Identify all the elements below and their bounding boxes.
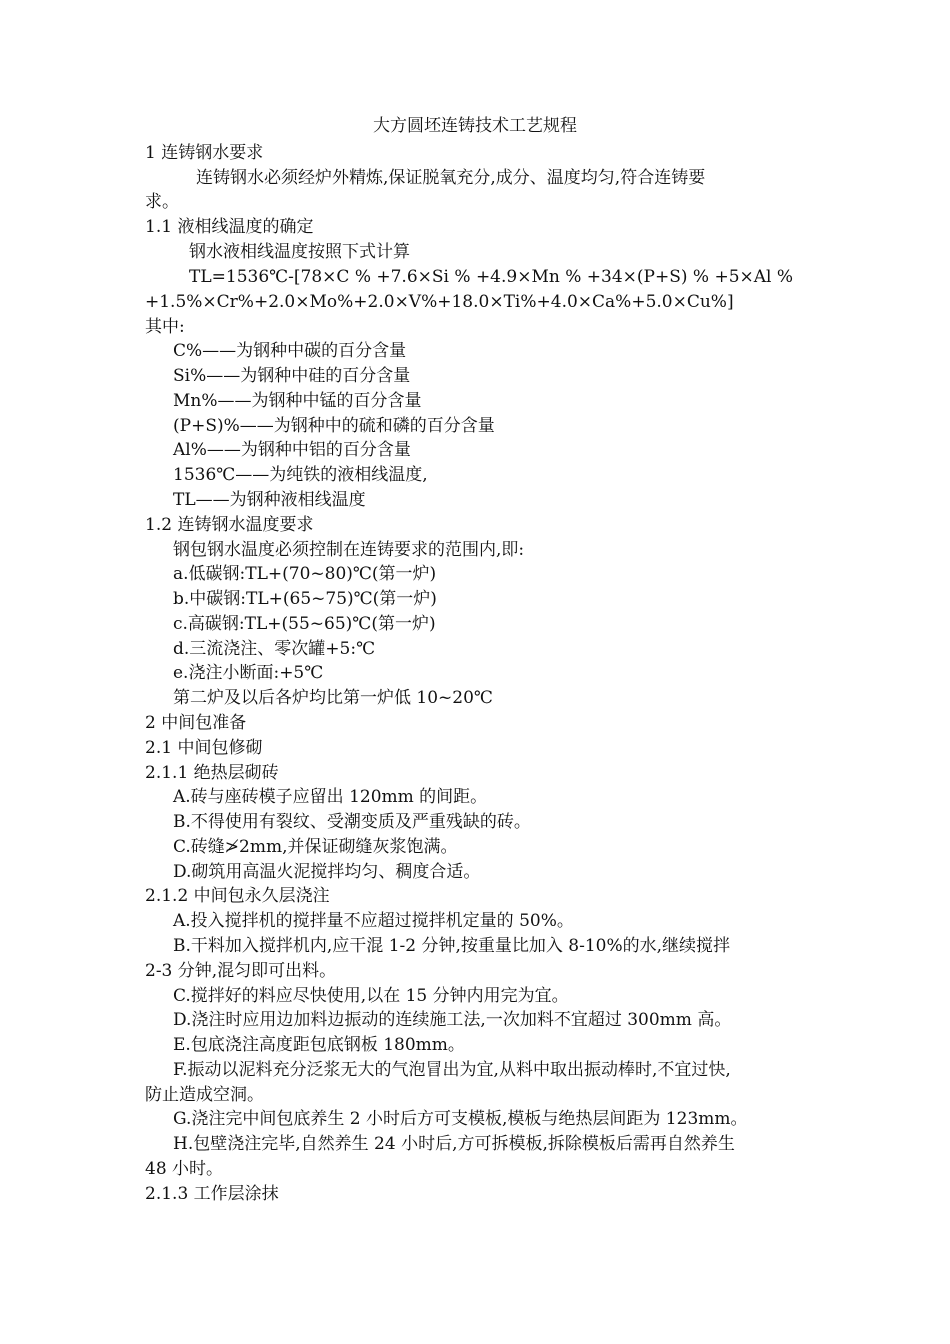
list-item: A.砖与座砖模子应留出 120mm 的间距。 bbox=[173, 787, 488, 807]
section-heading-2-1: 2.1 中间包修砌 bbox=[145, 738, 263, 758]
list-item: B.不得使用有裂纹、受潮变质及严重残缺的砖。 bbox=[173, 812, 531, 832]
list-item: F.振动以泥料充分泛浆无大的气泡冒出为宜,从料中取出振动棒时,不宜过快, bbox=[173, 1060, 731, 1080]
formula-line: TL=1536℃-[78×C % +7.6×Si % +4.9×Mn % +34×(P+S) % +5×Al % bbox=[189, 267, 794, 287]
section-heading-1: 1 连铸钢水要求 bbox=[145, 143, 264, 163]
formula-line: +1.5%×Cr%+2.0×Mo%+2.0×V%+18.0×Ti%+4.0×Ca%+5.0×Cu%] bbox=[145, 292, 734, 312]
document-title: 大方圆坯连铸技术工艺规程 bbox=[373, 116, 577, 136]
list-item: H.包壁浇注完毕,自然养生 24 小时后,方可拆模板,拆除模板后需再自然养生 bbox=[173, 1134, 735, 1154]
paragraph-line: 其中: bbox=[145, 317, 185, 337]
definition-line: Mn%——为钢种中锰的百分含量 bbox=[173, 391, 422, 411]
paragraph-line: 求。 bbox=[145, 192, 179, 212]
definition-line: Si%——为钢种中硅的百分含量 bbox=[173, 366, 411, 386]
section-heading-1-2: 1.2 连铸钢水温度要求 bbox=[145, 515, 314, 535]
section-heading-2-1-3: 2.1.3 工作层涂抹 bbox=[145, 1184, 279, 1204]
list-item: D.浇注时应用边加料边振动的连续施工法,一次加料不宜超过 300mm 高。 bbox=[173, 1010, 732, 1030]
definition-line: TL——为钢种液相线温度 bbox=[173, 490, 366, 510]
list-item: D.砌筑用高温火泥搅拌均匀、稠度合适。 bbox=[173, 862, 481, 882]
list-item: E.包底浇注高度距包底钢板 180mm。 bbox=[173, 1035, 465, 1055]
paragraph-line: 连铸钢水必须经炉外精炼,保证脱氧充分,成分、温度均匀,符合连铸要 bbox=[196, 168, 706, 188]
list-item: G.浇注完中间包底养生 2 小时后方可支模板,模板与绝热层间距为 123mm。 bbox=[173, 1109, 748, 1129]
paragraph-line: 钢包钢水温度必须控制在连铸要求的范围内,即: bbox=[173, 540, 525, 560]
list-item: A.投入搅拌机的搅拌量不应超过搅拌机定量的 50%。 bbox=[173, 911, 574, 931]
list-item-continuation: 48 小时。 bbox=[145, 1159, 224, 1179]
list-item: C.砖缝≯2mm,并保证砌缝灰浆饱满。 bbox=[173, 837, 458, 857]
list-item: d.三流浇注、零次罐+5:℃ bbox=[173, 639, 376, 659]
definition-line: (P+S)%——为钢种中的硫和磷的百分含量 bbox=[173, 416, 495, 436]
definition-line: C%——为钢种中碳的百分含量 bbox=[173, 341, 407, 361]
section-heading-2-1-2: 2.1.2 中间包永久层浇注 bbox=[145, 886, 330, 906]
list-item-continuation: 防止造成空洞。 bbox=[145, 1085, 264, 1105]
paragraph-line: 钢水液相线温度按照下式计算 bbox=[189, 242, 410, 262]
section-heading-2: 2 中间包准备 bbox=[145, 713, 247, 733]
list-item: a.低碳钢:TL+(70~80)℃(第一炉) bbox=[173, 564, 437, 584]
section-heading-1-1: 1.1 液相线温度的确定 bbox=[145, 217, 314, 237]
list-item-continuation: 2-3 分钟,混匀即可出料。 bbox=[145, 961, 337, 981]
list-item: B.干料加入搅拌机内,应干混 1-2 分钟,按重量比加入 8-10%的水,继续搅拌 bbox=[173, 936, 731, 956]
list-item: C.搅拌好的料应尽快使用,以在 15 分钟内用完为宜。 bbox=[173, 986, 569, 1006]
section-heading-2-1-1: 2.1.1 绝热层砌砖 bbox=[145, 763, 279, 783]
list-item: b.中碳钢:TL+(65~75)℃(第一炉) bbox=[173, 589, 437, 609]
paragraph-line: 第二炉及以后各炉均比第一炉低 10~20℃ bbox=[173, 688, 493, 708]
definition-line: 1536℃——为纯铁的液相线温度, bbox=[173, 465, 428, 485]
definition-line: Al%——为钢种中铝的百分含量 bbox=[173, 440, 411, 460]
list-item: e.浇注小断面:+5℃ bbox=[173, 663, 324, 683]
list-item: c.高碳钢:TL+(55~65)℃(第一炉) bbox=[173, 614, 436, 634]
